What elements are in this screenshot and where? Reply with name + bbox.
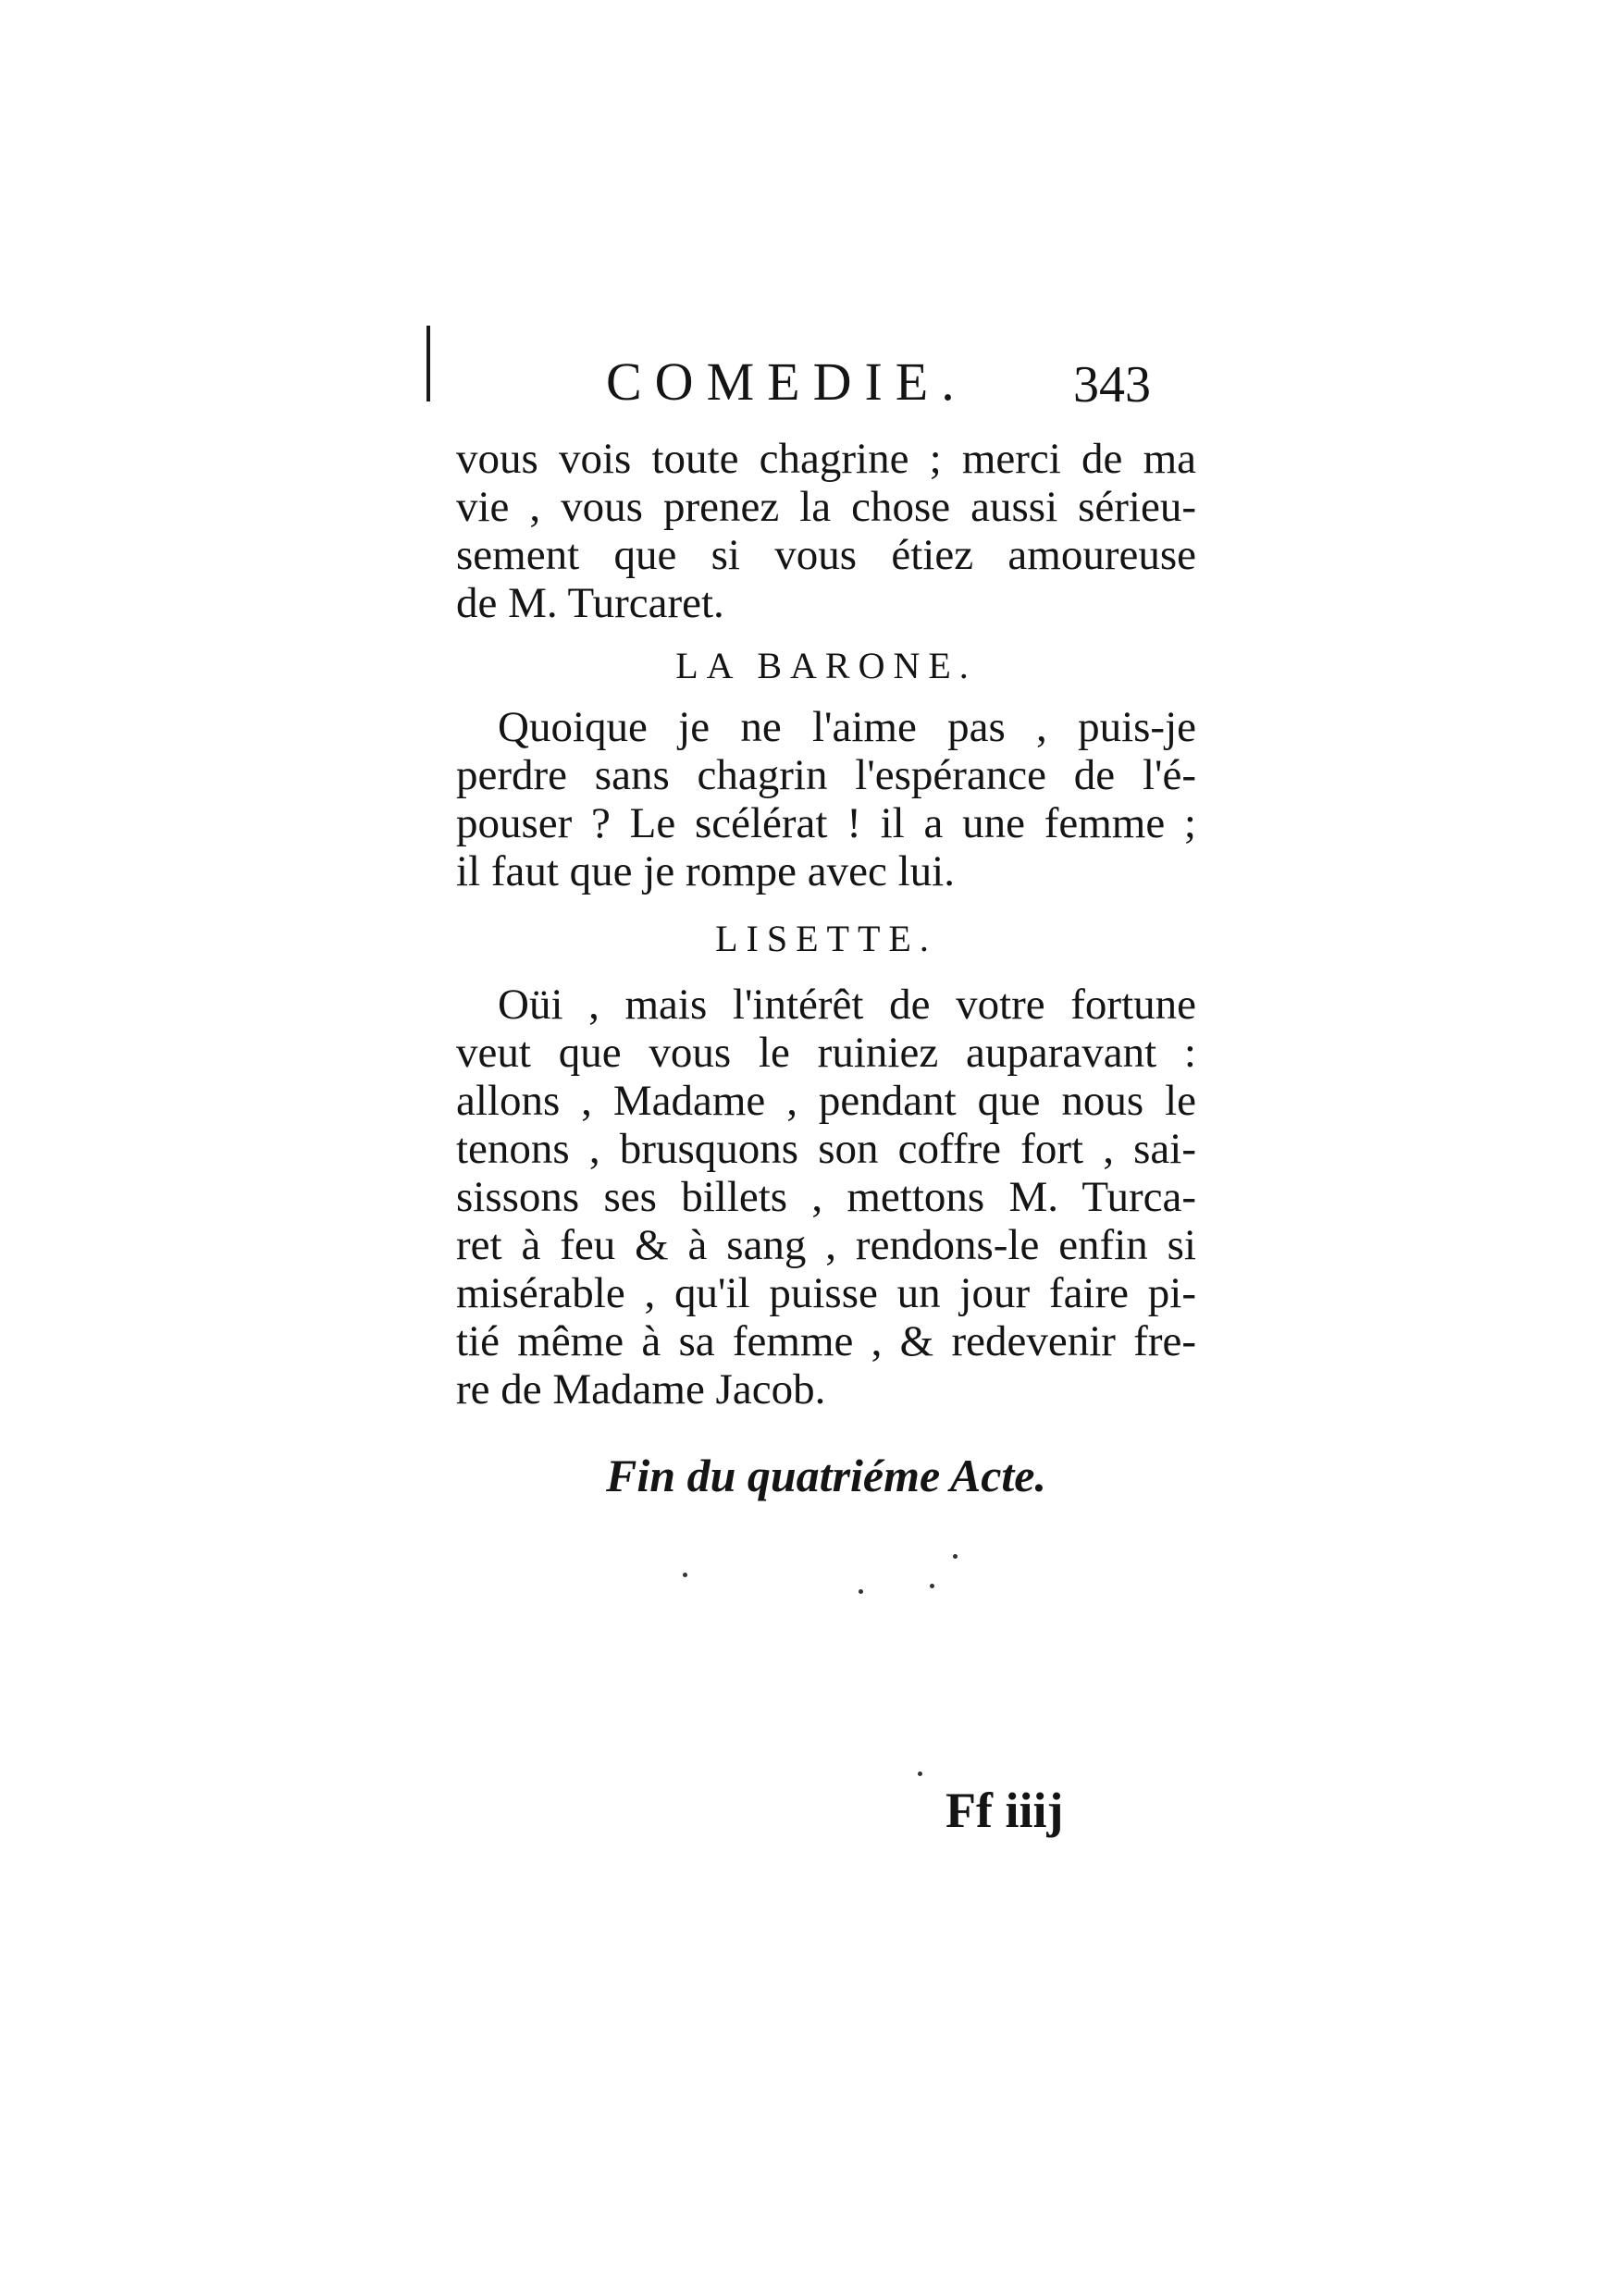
speaker-heading-barone: LA BARONE. bbox=[675, 645, 977, 686]
text-line: sissons ses billets , mettons M. Turca- bbox=[456, 1173, 1196, 1221]
text-line: perdre sans chagrin l'espérance de l'é- bbox=[456, 751, 1196, 799]
speaker-heading-lisette: LISETTE. bbox=[715, 918, 937, 959]
page-number: 343 bbox=[1073, 356, 1151, 414]
text-line: Quoique je ne l'aime pas , puis-je bbox=[498, 703, 1196, 751]
text-line: tenons , brusquons son coffre fort , sai- bbox=[456, 1125, 1196, 1173]
text-line: Oüi , mais l'intérêt de votre fortune bbox=[498, 981, 1196, 1029]
passage-barone bbox=[456, 703, 1196, 895]
ink-speck bbox=[930, 1584, 934, 1588]
ink-speck bbox=[953, 1554, 958, 1559]
text-line: vie , vous prenez la chose aussi sérieu- bbox=[456, 483, 1196, 531]
ink-speck bbox=[683, 1573, 687, 1577]
text-line: misérable , qu'il puisse un jour faire pi- bbox=[456, 1269, 1196, 1317]
text-line: pouser ? Le scélérat ! il a une femme ; bbox=[456, 799, 1196, 847]
running-title: COMEDIE. bbox=[606, 352, 968, 412]
text-line: allons , Madame , pendant que nous le bbox=[456, 1077, 1196, 1125]
text-line: re de Madame Jacob. bbox=[456, 1365, 826, 1413]
margin-rule bbox=[426, 326, 430, 401]
ink-speck bbox=[859, 1589, 863, 1594]
passage-lisette bbox=[456, 981, 1196, 1413]
text-line: ret à feu & à sang , rendons-le enfin si bbox=[456, 1221, 1196, 1269]
text-line: veut que vous le ruiniez auparavant : bbox=[456, 1029, 1196, 1077]
text-line: tié même à sa femme , & redevenir fre- bbox=[456, 1317, 1196, 1365]
ink-speck bbox=[918, 1771, 922, 1776]
text-line: de M. Turcaret. bbox=[456, 579, 724, 627]
act-end-line: Fin du quatriéme Acte. bbox=[606, 1450, 1046, 1501]
passage-continuation bbox=[456, 435, 1196, 627]
signature-mark: Ff iiij bbox=[945, 1783, 1064, 1838]
text-line: il faut que je rompe avec lui. bbox=[456, 847, 955, 895]
text-line: vous vois toute chagrine ; merci de ma bbox=[456, 435, 1196, 483]
text-line: sement que si vous étiez amoureuse bbox=[456, 531, 1196, 579]
